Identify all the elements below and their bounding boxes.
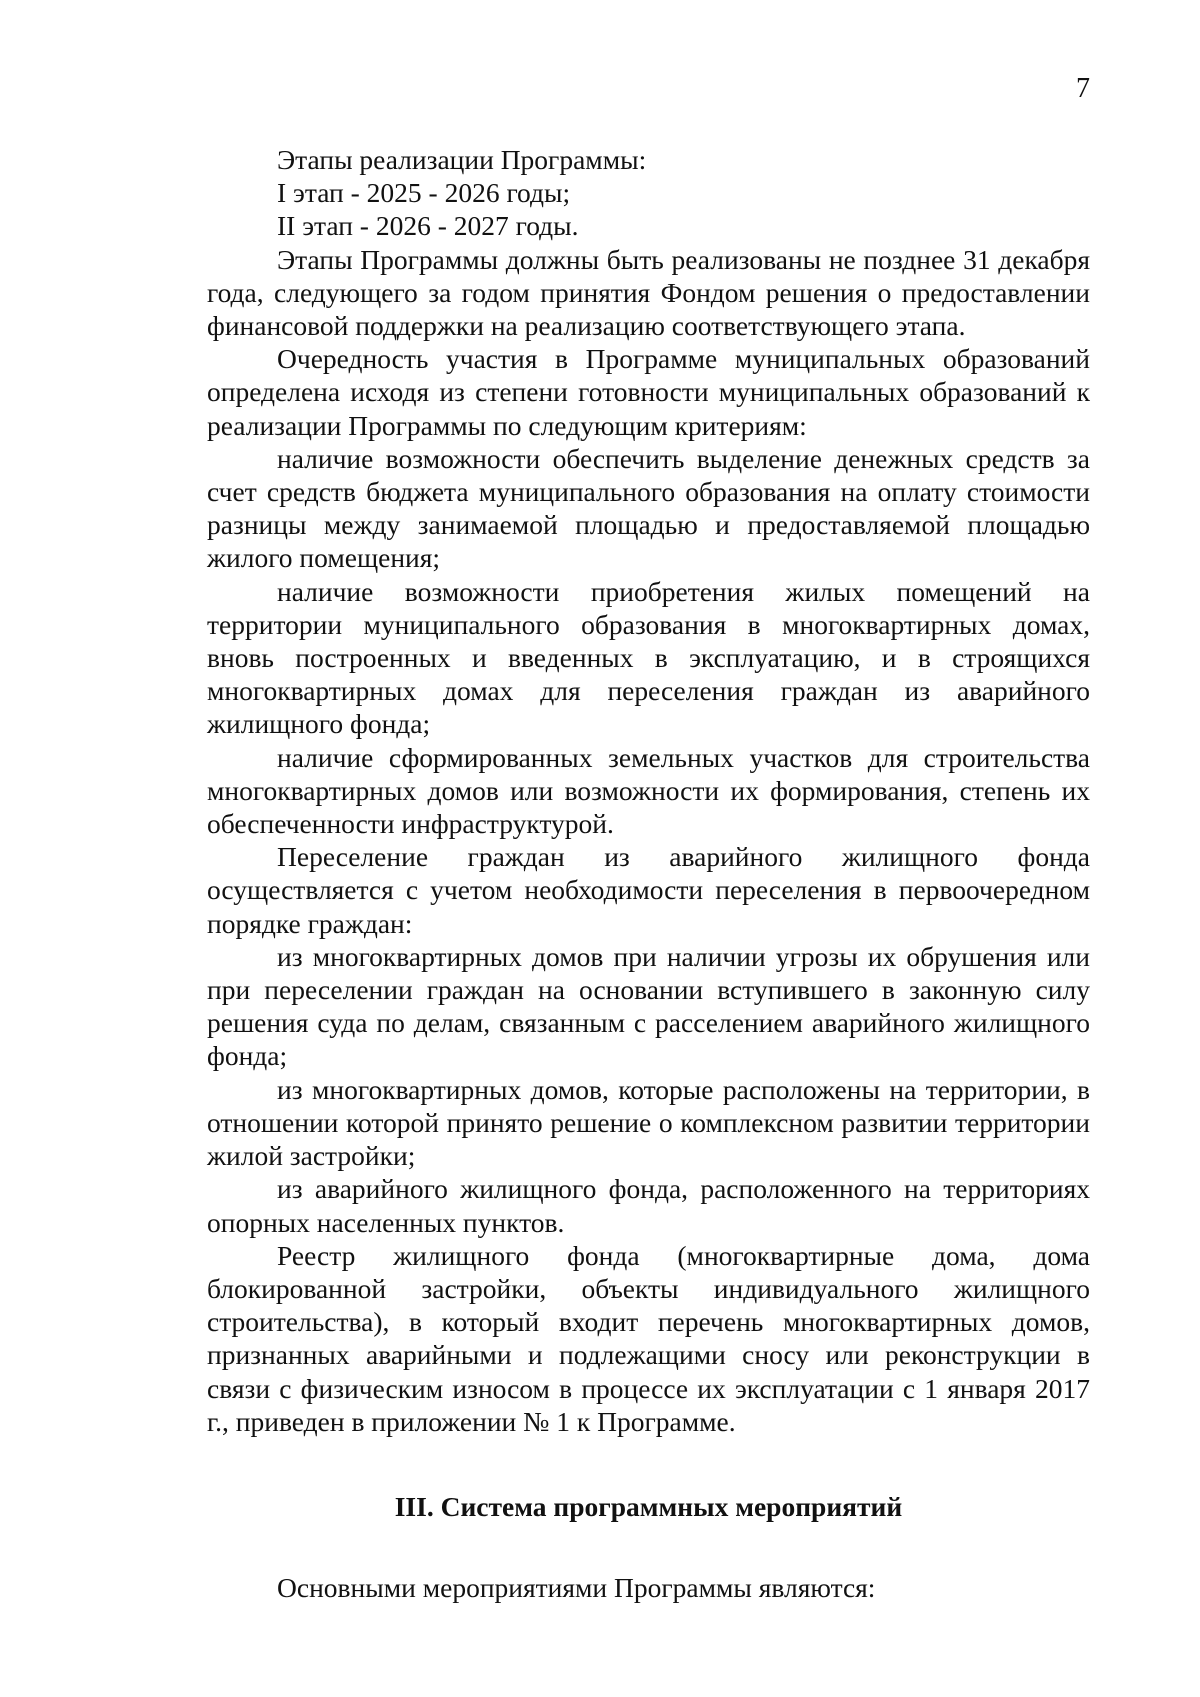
section-heading: III. Система программных мероприятий: [394, 1490, 903, 1522]
stage-2: II этап - 2026 - 2027 годы.: [277, 210, 579, 242]
paragraph-stage-deadline: Этапы Программы должны быть реализованы не позднее 31 декабря года, следующего за годом принятия Фондом решения о предоставлении финансовой поддержки на реализацию соответствующего этапа.: [207, 243, 1090, 342]
page-number: 7: [1076, 73, 1090, 104]
paragraph-participation-order: Очередность участия в Программе муниципальных образований определена исходя из степени готовности муниципальных образований к реализации Программы по следующим критериям:: [207, 343, 1090, 441]
criterion-land-plots: наличие сформированных земельных участков для строительства многоквартирных домов или возможности их формирования, степень их обеспеченности инфраструктурой.: [207, 741, 1090, 840]
priority-collapse-threat: из многоквартирных домов при наличии угрозы их обрушения или при переселении граждан на основании вступившего в законную силу решения суда по делам, связанным с расселением аварийного жилищного фонда;: [207, 940, 1090, 1072]
document-body: [207, 143, 1090, 1604]
stages-block: [277, 143, 1090, 243]
paragraph-main-activities: Основными мероприятиями Программы являются:: [277, 1572, 876, 1604]
criterion-housing-acquisition: наличие возможности приобретения жилых помещений на территории муниципального образования в многоквартирных домах, вновь построенных и введенных в эксплуатацию, и в строящихся многоквартирных домах для переселения граждан из аварийного жилищного фонда;: [207, 575, 1090, 740]
priority-integrated-development: из многоквартирных домов, которые расположены на территории, в отношении которой принято решение о комплексном развитии территории жилой застройки;: [207, 1073, 1090, 1172]
priority-support-settlements: из аварийного жилищного фонда, расположенного на территориях опорных населенных пунктов.: [207, 1173, 1090, 1238]
stages-heading: Этапы реализации Программы:: [277, 144, 647, 175]
criterion-budget-funds: наличие возможности обеспечить выделение денежных средств за счет средств бюджета муниципального образования на оплату стоимости разницы между занимаемой площадью и предоставляемой площадью жилого помещения;: [207, 442, 1090, 574]
paragraph-housing-registry: Реестр жилищного фонда (многоквартирные дома, дома блокированной застройки, объекты индивидуального жилищного строительства), в который входит перечень многоквартирных домов, признанных аварийными и подлежащими сносу или реконструкции в связи с физическим износом в процессе их эксплуатации с 1 января 2017 г., приведен в приложении № 1 к Программе.: [207, 1239, 1090, 1437]
paragraph-resettlement-priority: Переселение граждан из аварийного жилищного фонда осуществляется с учетом необходимости переселения в первоочередном порядке граждан:: [207, 841, 1090, 939]
stage-1: I этап - 2025 - 2026 годы;: [277, 177, 571, 209]
